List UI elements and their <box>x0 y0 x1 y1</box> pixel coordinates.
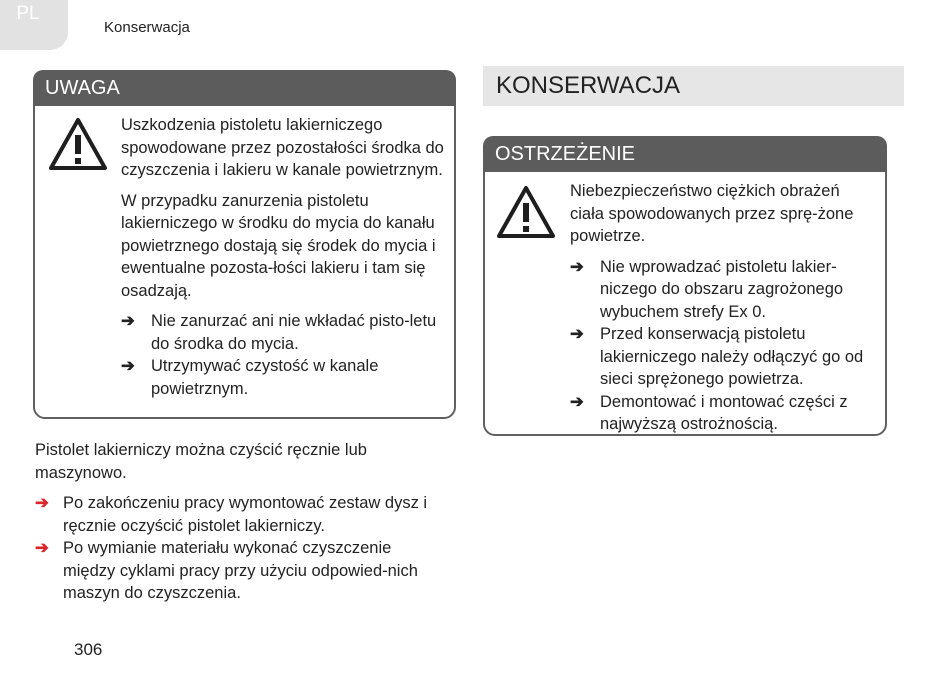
caution-paragraph-2: W przypadku zanurzenia pistoletu lakierniczego w środku do mycia do kanału powietrznego dostają się środek do mycia i ewentualne pozosta-łości lakieru i tam się osadzają. <box>121 191 436 300</box>
arrow-icon: ➔ <box>570 392 584 411</box>
arrow-icon: ➔ <box>570 325 584 343</box>
caution-box-body <box>35 106 454 400</box>
caution-paragraph-1: Uszkodzenia pistoletu lakierniczego spowodowane przez pozostałości środka do czyszczenia i lakieru w kanale powietrznym. <box>121 116 444 179</box>
list-item: ➔ Po wymianie materiału wykonać czyszczenie między cyklami pracy przy użyciu odpowied-nich maszyn do czyszczenia. <box>35 539 418 602</box>
intro-paragraph: Pistolet lakierniczy można czyścić ręcznie lub maszynowo. <box>35 441 367 482</box>
warning-bullet-list <box>570 256 877 436</box>
list-item: ➔ Nie wprowadzać pistoletu lakier-niczego do obszaru zagrożonego wybuchem strefy Ex 0. <box>570 257 844 321</box>
warning-triangle-icon <box>47 116 109 172</box>
warning-box-title: OSTRZEŻENIE <box>483 136 887 172</box>
list-item: ➔ Demontować i montować części z najwyższą ostrożnością. <box>570 392 848 433</box>
arrow-icon: ➔ <box>570 257 584 276</box>
warning-paragraph-1: Niebezpieczeństwo ciężkich obrażeń ciała spowodowanych przez sprę-żone powietrze. <box>570 182 854 245</box>
warning-box <box>483 136 887 436</box>
list-item: ➔ Przed konserwacją pistoletu lakierniczego należy odłączyć go od sieci sprężonego powietrza. <box>570 325 864 388</box>
page-number: 306 <box>74 640 103 659</box>
arrow-icon: ➔ <box>121 357 135 375</box>
warning-triangle-icon <box>495 184 557 240</box>
main-bullet-list <box>35 492 440 605</box>
warning-box-body <box>485 172 885 436</box>
caution-bullet-list <box>121 310 444 400</box>
red-arrow-icon: ➔ <box>35 494 49 512</box>
caution-box-title: UWAGA <box>33 70 456 106</box>
arrow-icon: ➔ <box>121 312 135 330</box>
list-item: ➔ Utrzymywać czystość w kanale powietrznym. <box>121 357 379 398</box>
caution-box <box>33 70 456 419</box>
language-tab <box>0 0 68 50</box>
language-code: PL <box>16 3 40 24</box>
main-text <box>35 439 440 605</box>
list-item: ➔ Nie zanurzać ani nie wkładać pisto-letu do środka do mycia. <box>121 312 437 353</box>
red-arrow-icon: ➔ <box>35 539 49 557</box>
running-header: Konserwacja <box>104 19 190 36</box>
section-heading: KONSERWACJA <box>483 66 904 106</box>
list-item: ➔ Po zakończeniu pracy wymontować zestaw dysz i ręcznie oczyścić pistolet lakierniczy. <box>35 494 428 535</box>
